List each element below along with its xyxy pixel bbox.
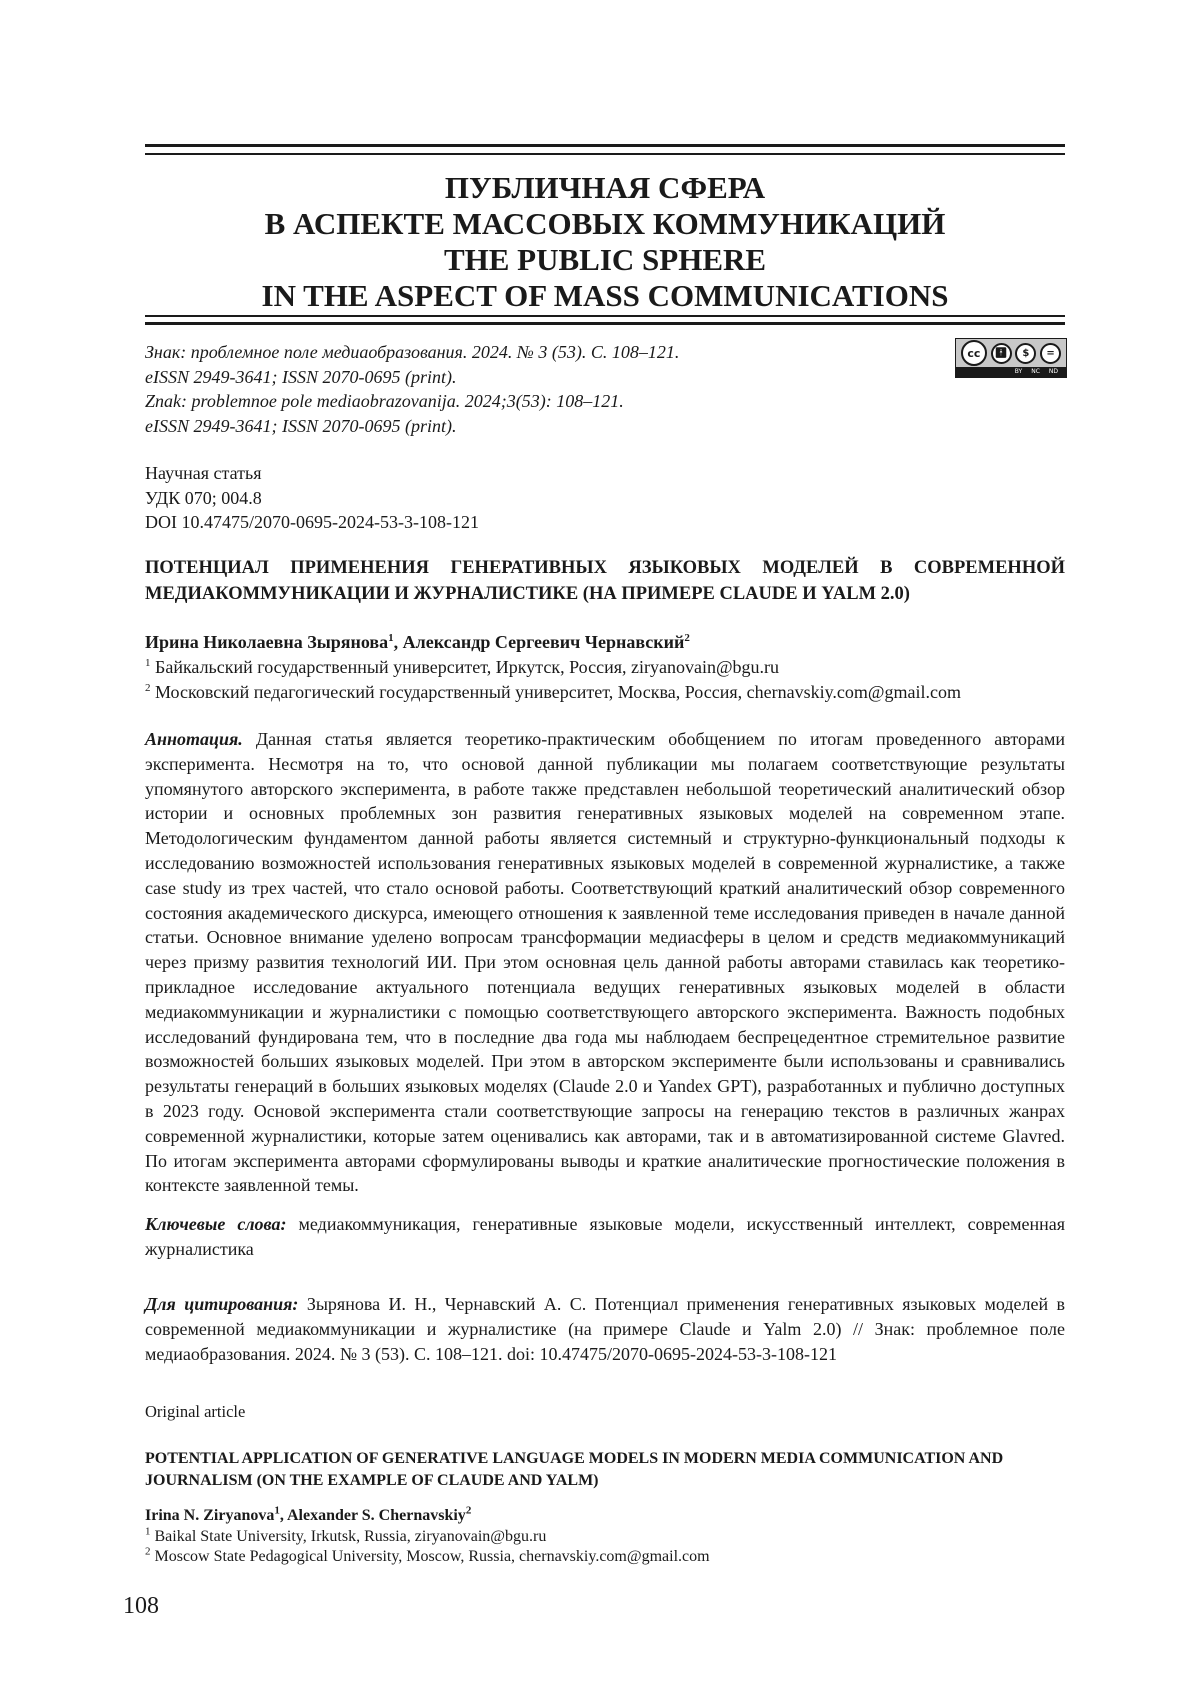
affiliation-2 xyxy=(145,680,1065,705)
article-meta xyxy=(145,461,479,535)
article-title-en: POTENTIAL APPLICATION OF GENERATIVE LANGUAGE MODELS IN MODERN MEDIA COMMUNICATION AND JOURNALISM (ON THE EXAMPLE OF CLAUDE AND YALM) xyxy=(145,1450,1004,1489)
affiliation-1 xyxy=(145,655,1065,680)
author-2: Александр Сергеевич Чернавский xyxy=(402,632,685,652)
top-rule-thick xyxy=(145,144,1065,147)
doi: DOI 10.47475/2070-0695-2024-53-3-108-121 xyxy=(145,512,479,532)
journal-info-line: Знак: проблемное поле медиаобразования. 2024. № 3 (53). С. 108–121. xyxy=(145,342,680,362)
author-names xyxy=(145,630,1065,655)
citation xyxy=(145,1292,1065,1367)
authors-ru xyxy=(145,630,1065,705)
section-heading-line: THE PUBLIC SPHERE xyxy=(443,242,767,277)
authors-en xyxy=(145,1506,1065,1568)
affiliation-2-en xyxy=(145,1547,1065,1568)
page-number: 108 xyxy=(123,1593,159,1619)
top-rule-thin xyxy=(145,153,1065,155)
citation-label: Для цитирования: xyxy=(145,1294,299,1314)
author-separator-en: , xyxy=(279,1507,287,1524)
affiliation-1-en xyxy=(145,1527,1065,1548)
journal-info xyxy=(145,340,925,438)
author-2-sup-en: 2 xyxy=(465,1504,472,1517)
abstract xyxy=(145,727,1065,1198)
affiliation-mark: 2 xyxy=(145,1545,151,1558)
author-2-sup: 2 xyxy=(684,632,690,644)
affiliation-text: Байкальский государственный университет, Иркутск, Россия, ziryanovain@bgu.ru xyxy=(155,657,780,677)
article-type-en: Original article xyxy=(145,1402,246,1421)
udc-code: УДК 070; 004.8 xyxy=(145,487,262,508)
section-heading-line: IN THE ASPECT OF MASS COMMUNICATIONS xyxy=(261,278,949,313)
author-names-en xyxy=(145,1506,1065,1527)
citation-text: Зырянова И. Н., Чернавский А. С. Потенциал применения генеративных языковых моделей в современной медиакоммуникации и журналистике (на примере Claude и Yalm 2.0) // Знак: проблемное поле медиаобразования. 2024. № 3 (53). С. 108–121. doi: 10.47475/2070-0695-2024-53-3-108-121 xyxy=(145,1294,1066,1364)
affiliation-mark: 1 xyxy=(145,657,151,669)
author-1-sup: 1 xyxy=(388,632,394,644)
keywords xyxy=(145,1212,1065,1262)
cc-icon: cc xyxy=(961,340,987,366)
no-derivatives-icon: = xyxy=(1040,343,1061,364)
article-type: Научная статья xyxy=(145,463,262,483)
section-heading-line: ПУБЛИЧНАЯ СФЕРА xyxy=(444,170,766,205)
author-separator: , xyxy=(393,632,403,652)
mid-rule-thin xyxy=(145,315,1065,317)
section-heading-line: В АСПЕКТЕ МАССОВЫХ КОММУНИКАЦИЙ xyxy=(264,206,946,241)
author-2-en: Alexander S. Chernavskiy xyxy=(286,1507,466,1524)
affiliation-text: Московский педагогический государственный университет, Москва, Россия, chernavskiy.com@gmail.com xyxy=(155,682,961,702)
cc-label-nc: NC xyxy=(1031,368,1040,375)
journal-info-line: eISSN 2949-3641; ISSN 2070-0695 (print). xyxy=(145,366,457,387)
affiliation-text: Moscow State Pedagogical University, Moscow, Russia, chernavskiy.com@gmail.com xyxy=(154,1548,710,1565)
journal-info-line: Znak: problemnoe pole mediaobrazovanija. 2024;3(53): 108–121. xyxy=(145,391,624,411)
mid-rule-thick xyxy=(145,322,1065,325)
no-dollar-icon: $ xyxy=(1015,343,1036,364)
abstract-text: Данная статья является теоретико-практическим обобщением по итогам проведенного авторами эксперимента. Несмотря на то, что основой данной публикации мы полагаем соответствующие результаты упомянутого авторского эксперимента, в работе также представлен небольшой теоретический аналитический обзор истории и основных проблемных зон развития генеративных языковых моделей на современном этапе. Методологическим фундаментом данной работы является системный и структурно-функциональный подходы к исследованию возможностей использования генеративных языковых моделей в современной журналистике, а также case study из трех частей, что стало основой работы. Соответствующий краткий аналитический обзор современного состояния академического дискурса, имеющего отношения к заявленной теме исследования приведен в начале данной статьи. Основное внимание уделено вопросам трансформации медиасферы в целом и средств медиакоммуникаций через призму развития технологий ИИ. При этом основная цель данной работы авторами ставилась как теоретико-прикладное исследование актуального потенциала ведущих генеративных языковых моделей в области медиакоммуникации и журналистики с помощью соответствующего авторского эксперимента. Важность подобных исследований фундирована тем, что в последние два года мы наблюдаем беспрецедентное стремительное развитие возможностей больших языковых моделей. При этом в авторском эксперименте были использованы и сравнивались результаты генераций в больших языковых моделях (Claude 2.0 и Yandex GPT), разработанных и публично доступных в 2023 году. Основой эксперимента стали соответствующие запросы на генерацию текстов в различных жанрах современной журналистики, которые затем оценивались как авторами, так и в автоматизированной системе Glavred. По итогам эксперимента авторами сформулированы выводы и краткие аналитические прогностические положения в контексте заявленной темы. xyxy=(145,729,1065,1196)
keywords-text: медиакоммуникация, генеративные языковые модели, искусственный интеллект, современная журналистика xyxy=(145,1214,1066,1259)
person-icon: 🚹︎ xyxy=(991,343,1012,364)
affiliation-text: Baikal State University, Irkutsk, Russia, ziryanovain@bgu.ru xyxy=(154,1527,547,1545)
author-1-en: Irina N. Ziryanova xyxy=(145,1507,275,1524)
abstract-label: Аннотация. xyxy=(145,729,243,749)
journal-info-line: eISSN 2949-3641; ISSN 2070-0695 (print). xyxy=(145,415,457,436)
affiliation-mark: 2 xyxy=(145,682,151,694)
author-1: Ирина Николаевна Зырянова xyxy=(145,632,389,652)
article-title-ru: ПОТЕНЦИАЛ ПРИМЕНЕНИЯ ГЕНЕРАТИВНЫХ ЯЗЫКОВЫХ МОДЕЛЕЙ В СОВРЕМЕННОЙ МЕДИАКОММУНИКАЦИИ И ЖУРНАЛИСТИКЕ (НА ПРИМЕРЕ CLAUDE И YALM 2.0) xyxy=(145,558,1065,604)
cc-label-nd: ND xyxy=(1048,368,1058,375)
cc-label-by: BY xyxy=(1014,368,1023,375)
keywords-label: Ключевые слова: xyxy=(145,1214,287,1234)
section-heading xyxy=(145,170,1065,314)
author-1-sup-en: 1 xyxy=(274,1504,280,1517)
cc-license-badge xyxy=(955,338,1067,378)
affiliation-mark: 1 xyxy=(145,1525,151,1538)
